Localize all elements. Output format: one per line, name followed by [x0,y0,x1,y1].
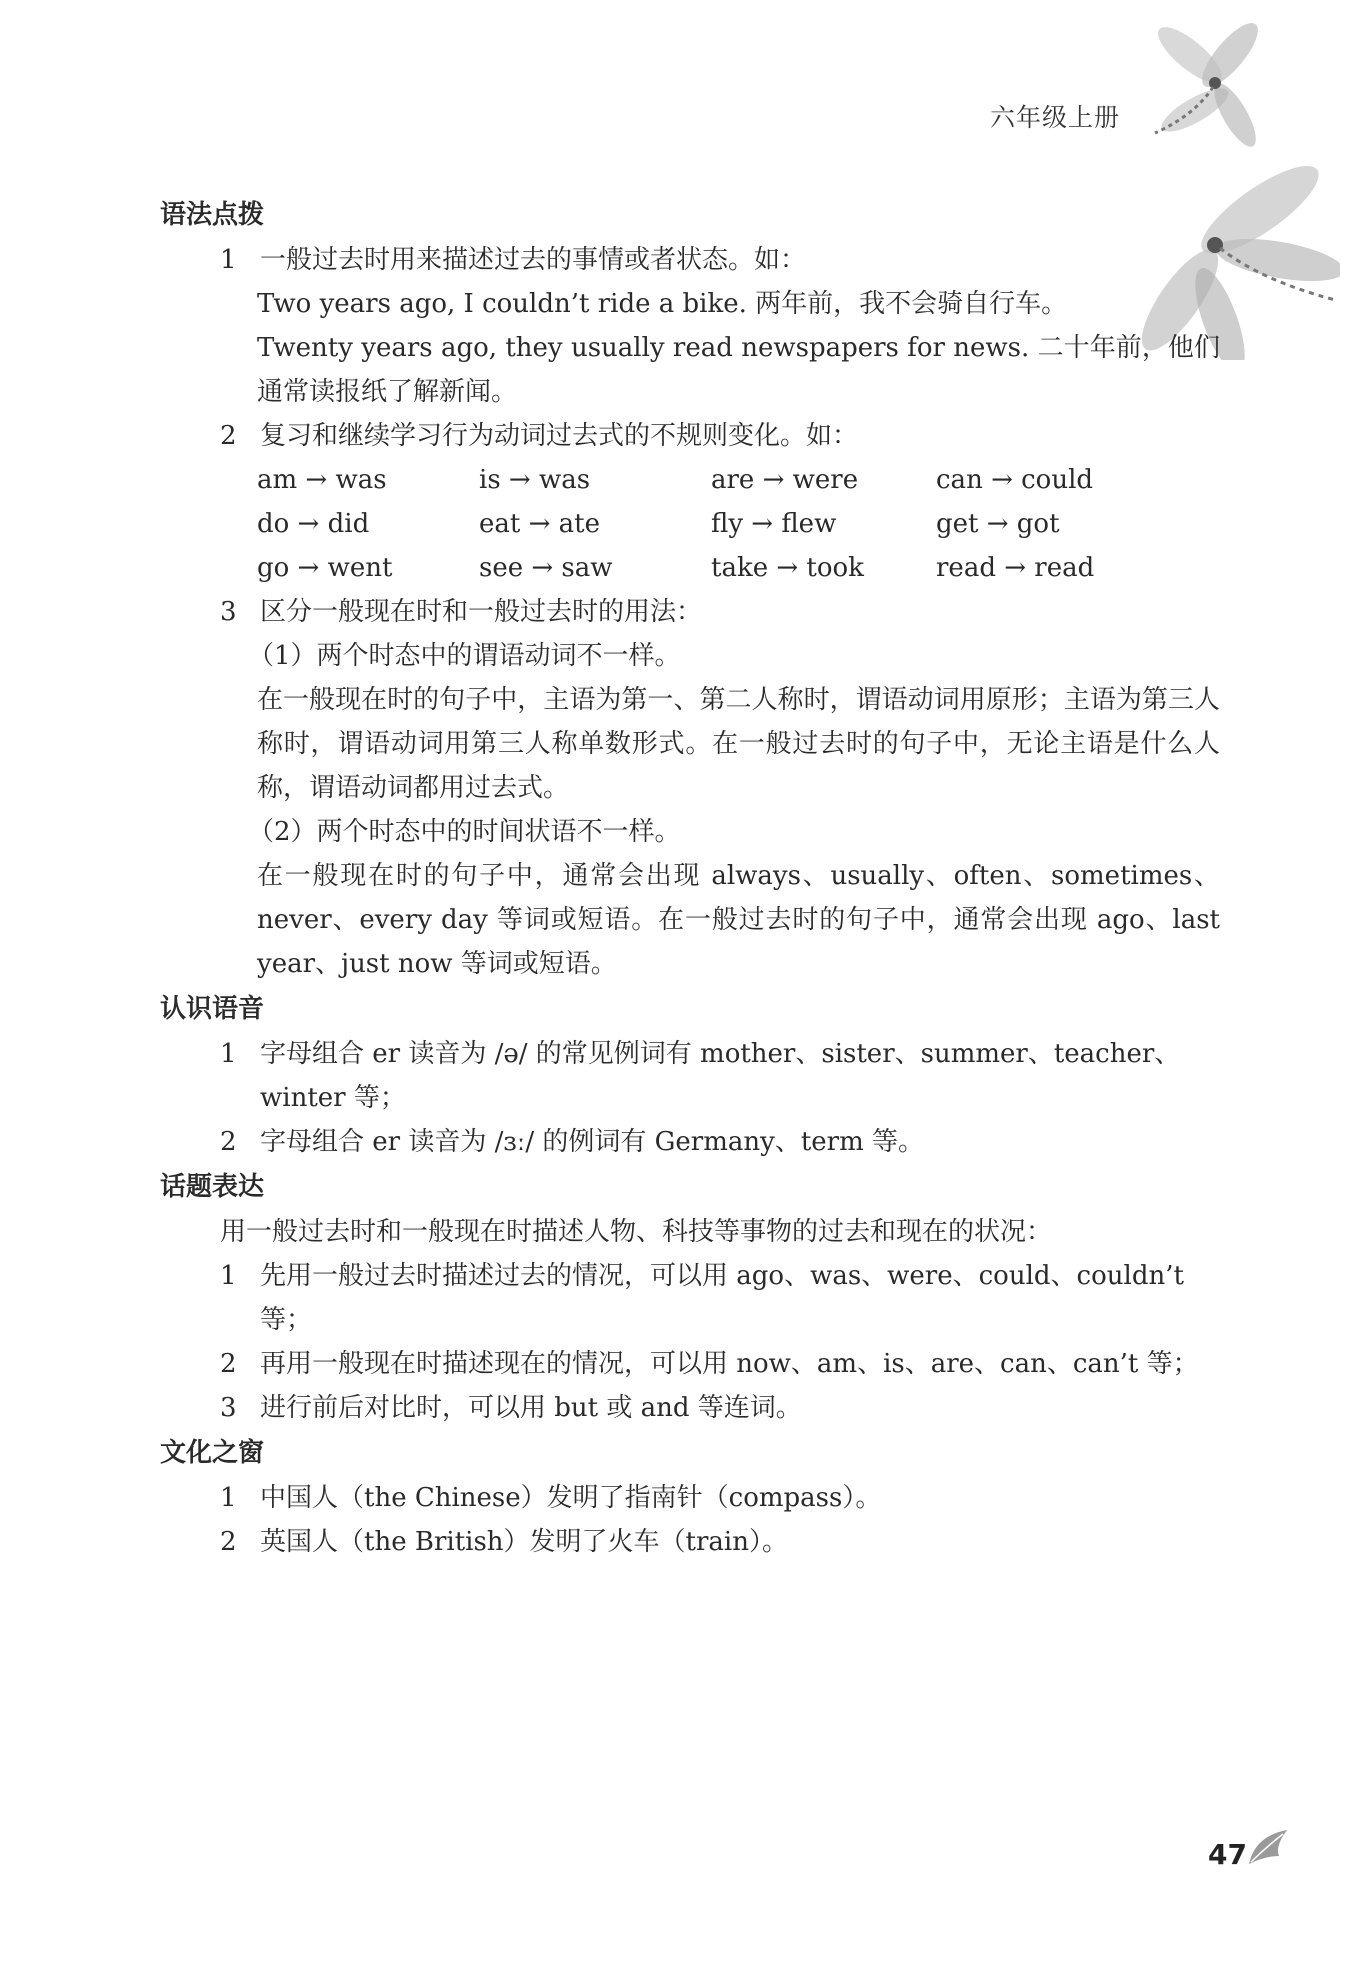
item-text: 再用一般现在时描述现在的情况，可以用 now、am、is、are、can、can’t 等； [260,1349,1199,1379]
item-number: 2 [220,1349,237,1379]
page-number: 47 [1208,1838,1247,1871]
verb-pair: see → saw [479,553,613,583]
grade-label: 六年级上册 [990,103,1121,132]
item-number: 2 [220,421,237,451]
item-number: 2 [220,1527,237,1557]
item-text: 复习和继续学习行为动词过去式的不规则变化。如： [260,421,859,451]
item-number: 2 [220,1127,237,1157]
verb-pair: eat → ate [479,509,600,539]
item-text: 先用一般过去时描述过去的情况，可以用 ago、was、were、could、couldn’t 等； [260,1261,1184,1335]
list-item [220,1476,1220,1520]
list-item [220,1520,1220,1564]
item-number: 3 [220,1393,237,1423]
paragraph: 用一般过去时和一般现在时描述人物、科技等事物的过去和现在的状况： [220,1217,1053,1247]
list-item [220,590,1220,634]
verb-pair: is → was [479,465,591,495]
verb-pair: am → was [257,465,387,495]
verb-pair: read → read [936,553,1095,583]
dragonfly-icon [1135,15,1285,165]
list-item [220,1120,1220,1164]
list-item [220,1032,1220,1120]
section-title-topic: 话题表达 [160,1172,265,1202]
item-text: 英国人（the British）发明了火车（train）。 [260,1527,788,1557]
item-number: 1 [220,1483,237,1513]
list-item [220,1386,1220,1430]
item-number: 1 [220,1261,237,1291]
item-text: 区分一般现在时和一般过去时的用法： [260,597,703,627]
item-text: 进行前后对比时，可以用 but 或 and 等连词。 [260,1393,802,1423]
item-number: 3 [220,597,237,627]
verb-pair: fly → flew [711,509,837,539]
paragraph: 在一般现在时的句子中，通常会出现 always、usually、often、sometimes、never、every day 等词或短语。在一般过去时的句子中，通常会出现 ago、last year、just now 等词或短语。 [257,861,1220,979]
verb-pair: get → got [936,509,1060,539]
section-title-grammar: 语法点拨 [160,200,265,230]
item-text: 字母组合 er 读音为 /ə/ 的常见例词有 mother、sister、summer、teacher、winter 等； [260,1039,1181,1113]
paragraph: 在一般现在时的句子中，主语为第一、第二人称时，谓语动词用原形；主语为第三人称时，谓语动词用第三人称单数形式。在一般过去时的句子中，无论主语是什么人称，谓语动词都用过去式。 [257,685,1220,803]
section-title-phonics: 认识语音 [160,994,265,1024]
example-sentence: Twenty years ago, they usually read newspapers for news. 二十年前，他们通常读报纸了解新闻。 [257,333,1220,407]
page-content [160,192,1220,1564]
verb-table [257,458,1220,590]
sub-heading: （2）两个时态中的时间状语不一样。 [248,817,681,847]
verb-pair: can → could [936,465,1094,495]
list-item [220,1254,1220,1342]
list-item [220,1342,1220,1386]
item-number: 1 [220,245,237,275]
leaf-icon [1245,1826,1291,1868]
item-number: 1 [220,1039,237,1069]
section-title-culture: 文化之窗 [160,1438,265,1468]
item-text: 字母组合 er 读音为 /ɜː/ 的例词有 Germany、term 等。 [260,1127,925,1157]
list-item [220,414,1220,458]
item-text: 一般过去时用来描述过去的事情或者状态。如： [260,245,807,275]
verb-pair: take → took [711,553,864,583]
example-sentence: Two years ago, I couldn’t ride a bike. 两年前，我不会骑自行车。 [257,289,1068,319]
verb-pair: are → were [711,465,859,495]
item-text: 中国人（the Chinese）发明了指南针（compass）。 [260,1483,882,1513]
verb-pair: do → did [257,509,370,539]
sub-heading: （1）两个时态中的谓语动词不一样。 [248,641,681,671]
list-item [220,238,1220,282]
verb-pair: go → went [257,553,393,583]
